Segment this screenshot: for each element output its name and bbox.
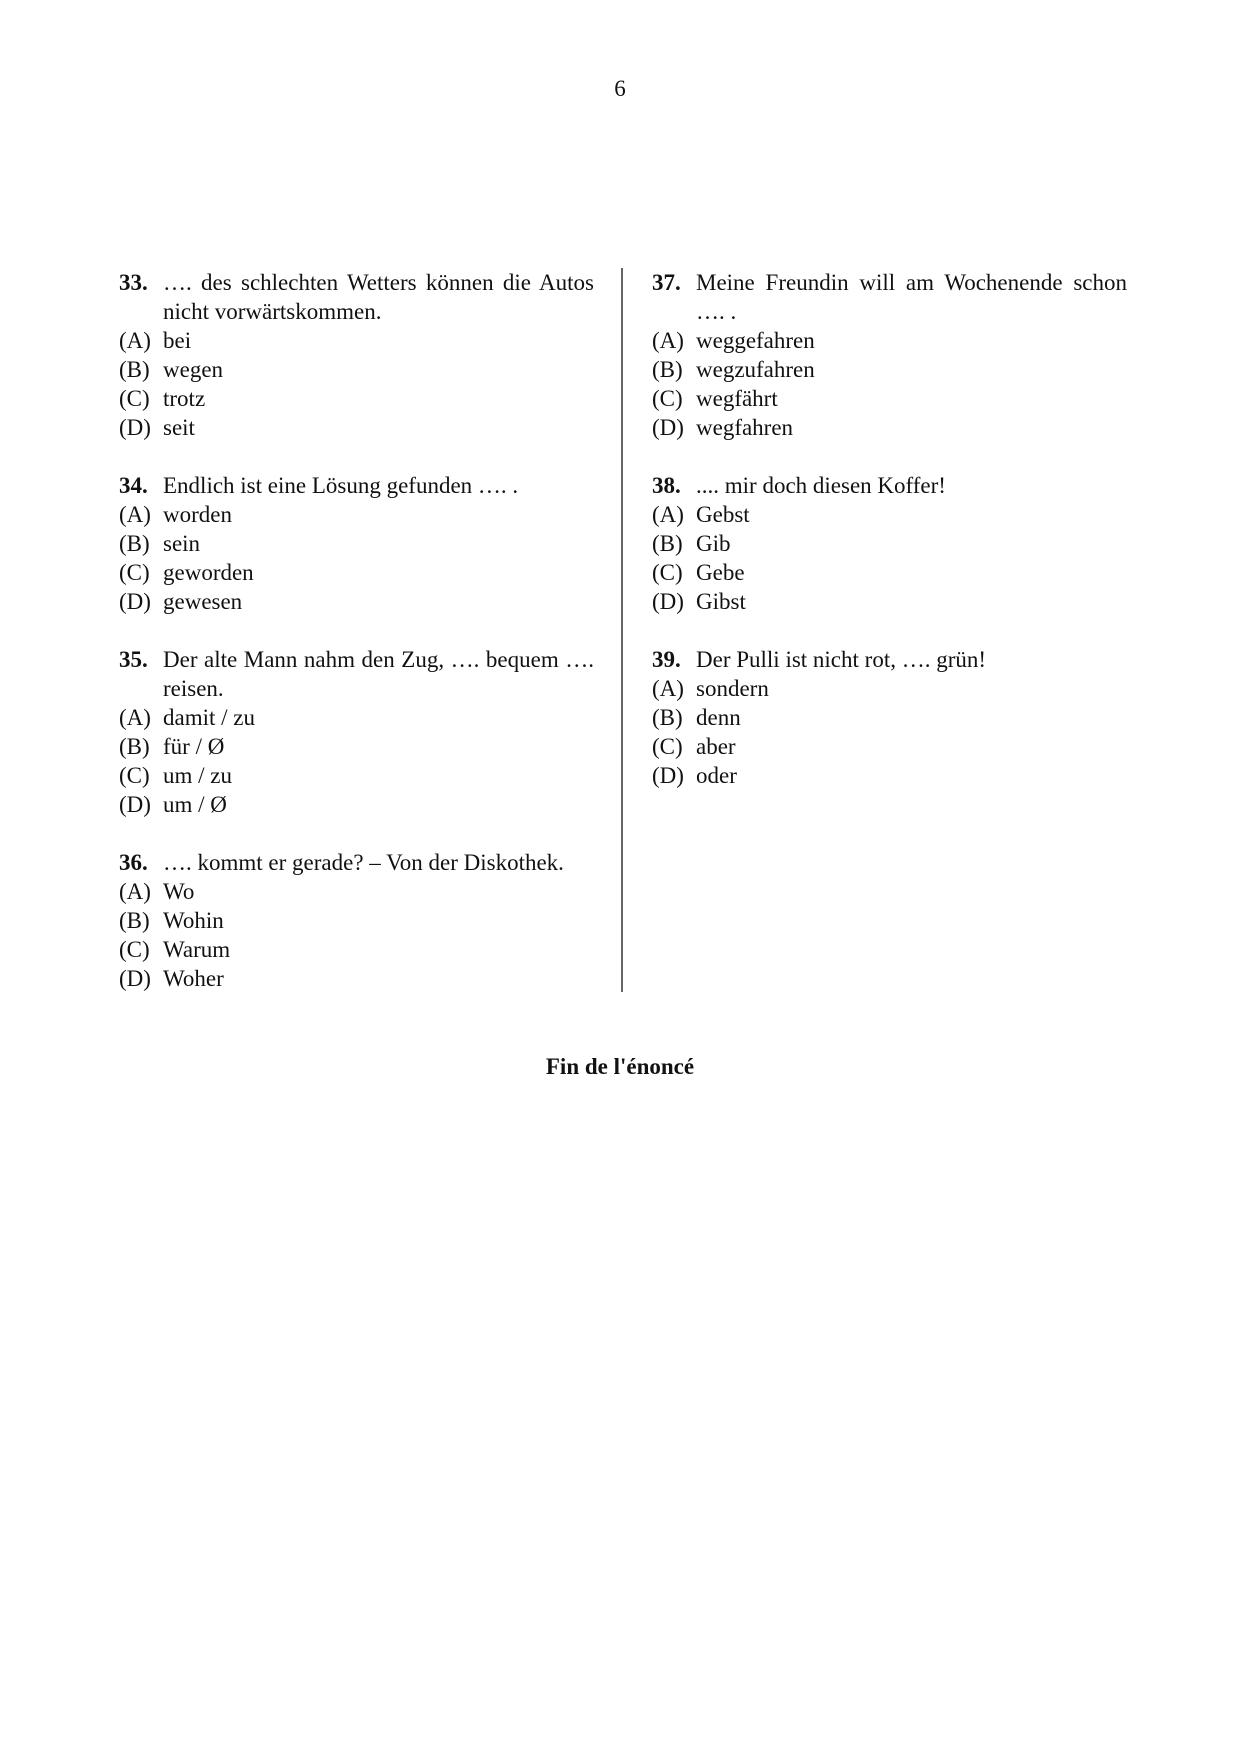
option-text: Wo: [163, 879, 195, 904]
question-stem: [652, 268, 1127, 326]
question-number: 34.: [119, 473, 148, 498]
option-label: (C): [119, 386, 150, 411]
option-label: (D): [119, 792, 151, 817]
option-a: [652, 674, 1127, 703]
left-column: [119, 268, 594, 1022]
question-stem: [119, 471, 594, 500]
question-38: [652, 471, 1127, 616]
option-a: [119, 326, 594, 355]
option-d: [119, 413, 594, 442]
option-c: [652, 558, 1127, 587]
question-stem: [119, 645, 594, 703]
option-label: (D): [119, 589, 151, 614]
option-text: geworden: [163, 560, 254, 585]
option-d: [119, 964, 594, 993]
option-c: [652, 732, 1127, 761]
question-number: 33.: [119, 270, 148, 295]
option-label: (C): [119, 763, 150, 788]
option-d: [119, 790, 594, 819]
option-text: um / Ø: [163, 792, 227, 817]
option-c: [119, 935, 594, 964]
option-text: sondern: [696, 676, 769, 701]
option-label: (A): [119, 705, 151, 730]
option-text: seit: [163, 415, 195, 440]
option-a: [119, 877, 594, 906]
option-text: sein: [163, 531, 201, 556]
option-a: [652, 326, 1127, 355]
option-label: (B): [652, 705, 683, 730]
option-text: weggefahren: [696, 328, 815, 353]
option-text: Gib: [696, 531, 731, 556]
option-b: [652, 355, 1127, 384]
option-label: (D): [119, 966, 151, 991]
option-label: (A): [119, 879, 151, 904]
question-number: 35.: [119, 647, 148, 672]
question-text: Der alte Mann nahm den Zug, …. bequem …. reisen.: [163, 647, 594, 701]
option-label: (D): [652, 589, 684, 614]
option-label: (D): [652, 763, 684, 788]
option-label: (A): [652, 502, 684, 527]
option-a: [652, 500, 1127, 529]
question-text: .... mir doch diesen Koffer!: [696, 473, 946, 498]
question-text: Der Pulli ist nicht rot, …. grün!: [696, 647, 987, 672]
option-a: [119, 500, 594, 529]
option-label: (C): [652, 734, 683, 759]
option-d: [119, 587, 594, 616]
option-label: (C): [119, 937, 150, 962]
option-text: Gebst: [696, 502, 750, 527]
option-text: worden: [163, 502, 232, 527]
option-text: Woher: [163, 966, 224, 991]
option-b: [119, 732, 594, 761]
question-text: Meine Freundin will am Wochenende schon …. .: [696, 270, 1127, 324]
option-d: [652, 761, 1127, 790]
option-text: oder: [696, 763, 737, 788]
question-stem: [119, 268, 594, 326]
option-label: (A): [652, 328, 684, 353]
question-stem: [652, 471, 1127, 500]
question-text: …. des schlechten Wetters können die Autos nicht vorwärtskommen.: [163, 270, 594, 324]
option-text: wegfahren: [696, 415, 794, 440]
question-35: [119, 645, 594, 819]
option-text: denn: [696, 705, 741, 730]
option-label: (C): [652, 386, 683, 411]
option-text: um / zu: [163, 763, 232, 788]
option-label: (B): [652, 531, 683, 556]
question-number: 37.: [652, 270, 681, 295]
option-label: (C): [119, 560, 150, 585]
question-number: 39.: [652, 647, 681, 672]
option-b: [119, 355, 594, 384]
option-label: (B): [119, 734, 150, 759]
option-a: [119, 703, 594, 732]
option-text: für / Ø: [163, 734, 225, 759]
option-label: (B): [119, 357, 150, 382]
question-text: …. kommt er gerade? – Von der Diskothek.: [163, 850, 564, 875]
question-37: [652, 268, 1127, 442]
right-column: [652, 268, 1127, 819]
question-36: [119, 848, 594, 993]
option-c: [119, 558, 594, 587]
option-label: (B): [119, 531, 150, 556]
question-stem: [652, 645, 1127, 674]
question-33: [119, 268, 594, 442]
question-text: Endlich ist eine Lösung gefunden …. .: [163, 473, 519, 498]
option-label: (A): [652, 676, 684, 701]
option-label: (B): [652, 357, 683, 382]
option-c: [119, 384, 594, 413]
option-b: [119, 906, 594, 935]
option-c: [652, 384, 1127, 413]
question-number: 38.: [652, 473, 681, 498]
option-d: [652, 413, 1127, 442]
option-text: gewesen: [163, 589, 243, 614]
option-label: (B): [119, 908, 150, 933]
question-number: 36.: [119, 850, 148, 875]
option-text: Wohin: [163, 908, 224, 933]
option-label: (C): [652, 560, 683, 585]
option-text: bei: [163, 328, 192, 353]
option-text: trotz: [163, 386, 206, 411]
option-label: (A): [119, 328, 151, 353]
option-text: Warum: [163, 937, 231, 962]
option-c: [119, 761, 594, 790]
option-d: [652, 587, 1127, 616]
question-39: [652, 645, 1127, 790]
column-divider: [621, 268, 623, 992]
option-text: wegen: [163, 357, 224, 382]
question-34: [119, 471, 594, 616]
option-b: [652, 529, 1127, 558]
option-text: Gibst: [696, 589, 746, 614]
option-label: (D): [652, 415, 684, 440]
option-text: damit / zu: [163, 705, 255, 730]
option-b: [119, 529, 594, 558]
option-text: aber: [696, 734, 736, 759]
page-number: 6: [614, 76, 626, 101]
option-text: wegzufahren: [696, 357, 815, 382]
end-of-statement-note: Fin de l'énoncé: [545, 1054, 695, 1079]
option-text: wegfährt: [696, 386, 778, 411]
option-b: [652, 703, 1127, 732]
option-label: (D): [119, 415, 151, 440]
question-stem: [119, 848, 594, 877]
option-label: (A): [119, 502, 151, 527]
option-text: Gebe: [696, 560, 745, 585]
